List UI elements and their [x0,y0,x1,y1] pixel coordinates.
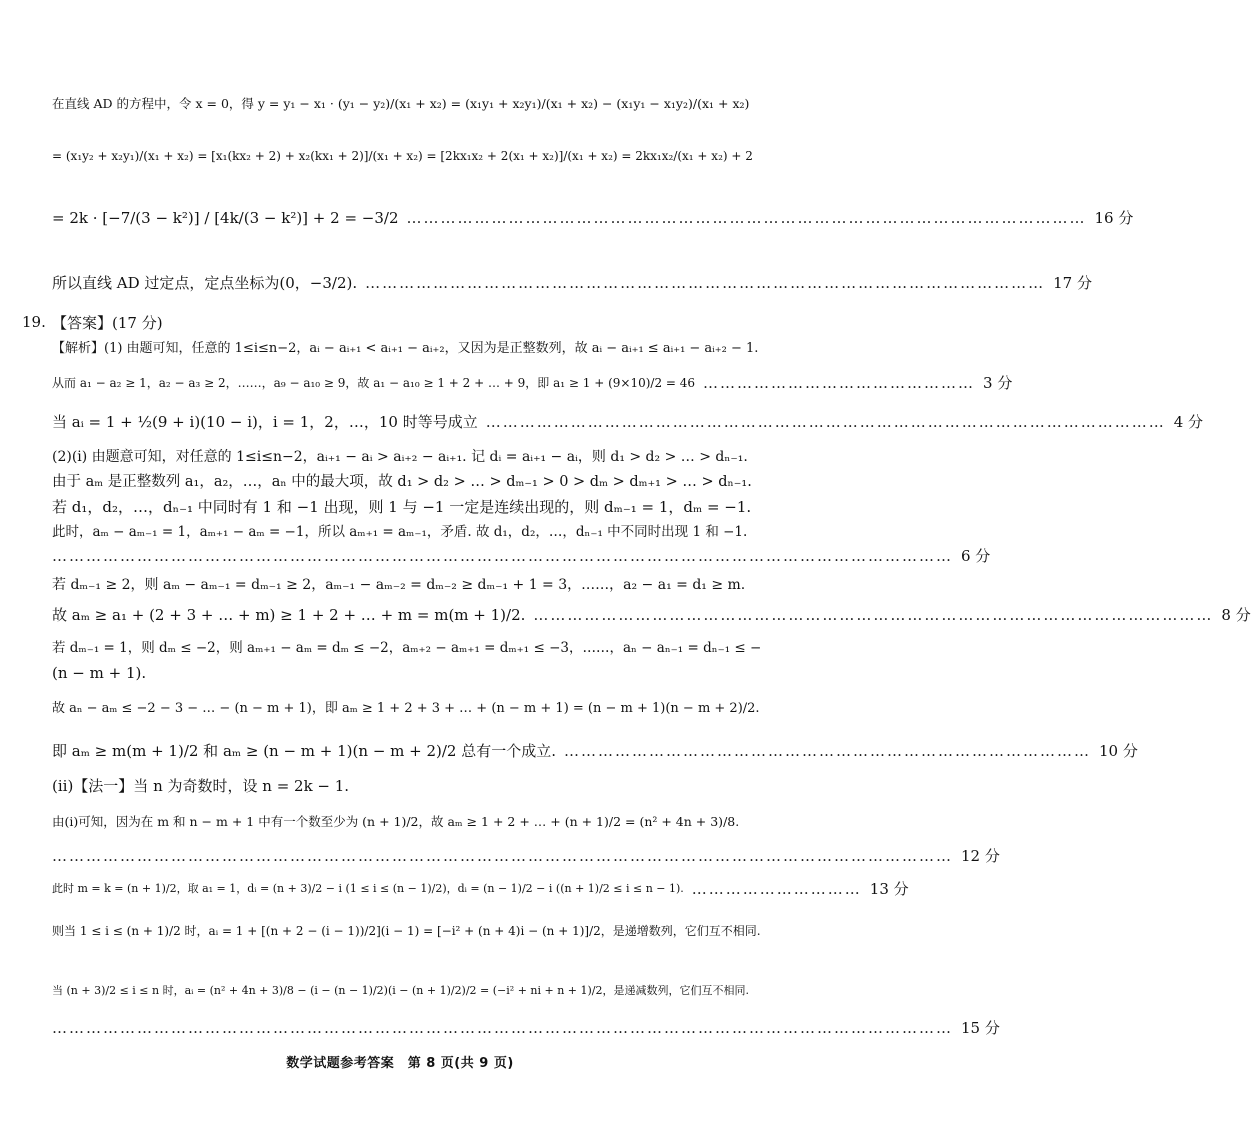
text-line: (n − m + 1). [52,664,147,682]
leader-dots: ………………………………………………………………………………………………………… [365,274,1046,292]
score-label: 16 分 [1094,209,1134,227]
text-line: 此时，aₘ − aₘ₋₁ = 1，aₘ₊₁ − aₘ = −1，所以 aₘ₊₁ = aₘ₋₁，矛盾. 故 d₁，d₂，…，dₙ₋₁ 中不同时出现 1 和 −1. [52,524,748,540]
text-line: = (x₁y₂ + x₂y₁)/(x₁ + x₂) = [x₁(kx₂ + 2) + x₂(kx₁ + 2)]/(x₁ + x₂) = [2kx₁x₂ + 2(x₁ + x₂)]/(x₁ + x₂) = 2kx₁x₂/(x₁ + x₂) + 2 [52,149,753,163]
answer-heading: 【答案】(17 分) [52,314,163,332]
leader-dots: ………………………………………………………………………………………………………… [485,413,1166,431]
leader-dots: …………………………………………………………………………………………………………………………………………… [52,1019,953,1037]
leader-dots: ………………………………………………………………………………………………………… [533,606,1214,624]
text-line: 在直线 AD 的方程中，令 x = 0，得 y = y₁ − x₁ · (y₁ − y₂)/(x₁ + x₂) = (x₁y₁ + x₂y₁)/(x₁ + x₂) − (x₁y₁ − x₁y₂)/(x₁ + x₂) [52,96,750,111]
text-line: (ⅱ)【法一】当 n 为奇数时，设 n = 2k − 1. [52,777,350,795]
text-line: 若 d₁，d₂，…，dₙ₋₁ 中同时有 1 和 −1 出现，则 1 与 −1 一定是连续出现的，则 dₘ₋₁ = 1，dₘ = −1. [52,498,752,516]
leader-dots: ………………………………………………………………………………… [564,742,1092,760]
text-line: 【解析】(1) 由题可知，任意的 1≤i≤n−2，aᵢ − aᵢ₊₁ < aᵢ₊₁ − aᵢ₊₂，又因为是正整数列，故 aᵢ − aᵢ₊₁ ≤ aᵢ₊₁ − aᵢ₊₂ − 1. [52,341,759,356]
text-line-with-score: 当 aᵢ = 1 + ½(9 + i)(10 − i)，i = 1，2，…，10 时等号成立 ………………………………………………………………………………………………………… 4 分 [52,413,1204,431]
score-label: 17 分 [1053,274,1092,292]
leader-dots: …………………………………………………………………………………………………………………………………………… [52,547,953,565]
leader-dots: ………………………… [691,880,862,898]
text-line-with-score: 此时 m = k = (n + 1)/2，取 a₁ = 1，dᵢ = (n + 3)/2 − i (1 ≤ i ≤ (n − 1)/2)，dᵢ = (n − 1)/2 − i ((n + 1)/2 ≤ i ≤ n − 1). ………………………… 13 分 [52,880,909,898]
text-line: 由于 aₘ 是正整数列 a₁，a₂，…，aₙ 中的最大项，故 d₁ > d₂ > … > dₘ₋₁ > 0 > dₘ > dₘ₊₁ > … > dₙ₋₁. [52,474,752,490]
page-footer: 数学试题参考答案 第 8 页(共 9 页) [286,1056,514,1071]
text-line: 由(ⅰ)可知，因为在 m 和 n − m + 1 中有一个数至少为 (n + 1)/2，故 aₘ ≥ 1 + 2 + … + (n + 1)/2 = (n² + 4n + 3)/8. [52,814,740,829]
score-label: 15 分 [961,1019,1000,1037]
score-label: 10 分 [1099,742,1138,760]
text-line-with-score: 即 aₘ ≥ m(m + 1)/2 和 aₘ ≥ (n − m + 1)(n − m + 2)/2 总有一个成立. ………………………………………………………………………………… 10 分 [52,742,1138,760]
score-line [52,846,1000,866]
leader-dots: ………………………………………………………………………………………………………… [406,209,1087,227]
leader-dots: ………………………………………… [703,374,976,392]
leader-dots: …………………………………………………………………………………………………………………………………………… [52,847,953,865]
text-line-with-score: 所以直线 AD 过定点，定点坐标为(0，−3/2). ………………………………………………………………………………………………………… 17 分 [52,274,1092,292]
score-label: 4 分 [1173,413,1204,431]
score-label: 8 分 [1221,606,1251,624]
text-line-with-score: 故 aₘ ≥ a₁ + (2 + 3 + … + m) ≥ 1 + 2 + … + m = m(m + 1)/2. ………………………………………………………………………………………………………… 8 分 [52,606,1251,624]
score-label: 6 分 [961,547,991,565]
text-line: 则当 1 ≤ i ≤ (n + 1)/2 时，aᵢ = 1 + [(n + 2 − (i − 1))/2](i − 1) = [−i² + (n + 4)i − (n + 1)]/2，是递增数列，它们互不相同. [52,924,761,938]
question-number: 19. [22,313,46,331]
text-line-with-score: = 2k · [−7/(3 − k²)] / [4k/(3 − k²)] + 2 = −3/2 ………………………………………………………………………………………………………… 16 分 [52,209,1134,227]
score-line [52,1018,1000,1038]
text-line-with-score: 从而 a₁ − a₂ ≥ 1，a₂ − a₃ ≥ 2，……，a₉ − a₁₀ ≥ 9，故 a₁ − a₁₀ ≥ 1 + 2 + … + 9，即 a₁ ≥ 1 + (9×10)/2 = 46 ………………………………………… 3 分 [52,374,1013,392]
score-line [52,546,991,566]
score-label: 3 分 [983,374,1013,392]
text-line: 若 dₘ₋₁ = 1，则 dₘ ≤ −2，则 aₘ₊₁ − aₘ = dₘ ≤ −2，aₘ₊₂ − aₘ₊₁ = dₘ₊₁ ≤ −3，……，aₙ − aₙ₋₁ = dₙ₋₁ ≤ − [52,640,762,656]
text-line: 故 aₙ − aₘ ≤ −2 − 3 − … − (n − m + 1)，即 aₘ ≥ 1 + 2 + 3 + … + (n − m + 1) = (n − m + 1)(n − m + 2)/2. [52,701,760,716]
score-label: 13 分 [869,880,909,898]
text-line: 当 (n + 3)/2 ≤ i ≤ n 时，aᵢ = (n² + 4n + 3)/8 − (i − (n − 1)/2)(i − (n + 1)/2)/2 = (−i² + ni + n + 1)/2，是递减数列，它们互不相同. [52,984,750,997]
score-label: 12 分 [961,847,1000,865]
text-line: 若 dₘ₋₁ ≥ 2，则 aₘ − aₘ₋₁ = dₘ₋₁ ≥ 2，aₘ₋₁ − aₘ₋₂ = dₘ₋₂ ≥ dₘ₋₁ + 1 = 3，……，a₂ − a₁ = d₁ ≥ m. [52,577,746,593]
text-line: (2)(ⅰ) 由题意可知，对任意的 1≤i≤n−2，aᵢ₊₁ − aᵢ > aᵢ₊₂ − aᵢ₊₁. 记 dᵢ = aᵢ₊₁ − aᵢ，则 d₁ > d₂ > … > dₙ₋₁. [52,449,748,465]
